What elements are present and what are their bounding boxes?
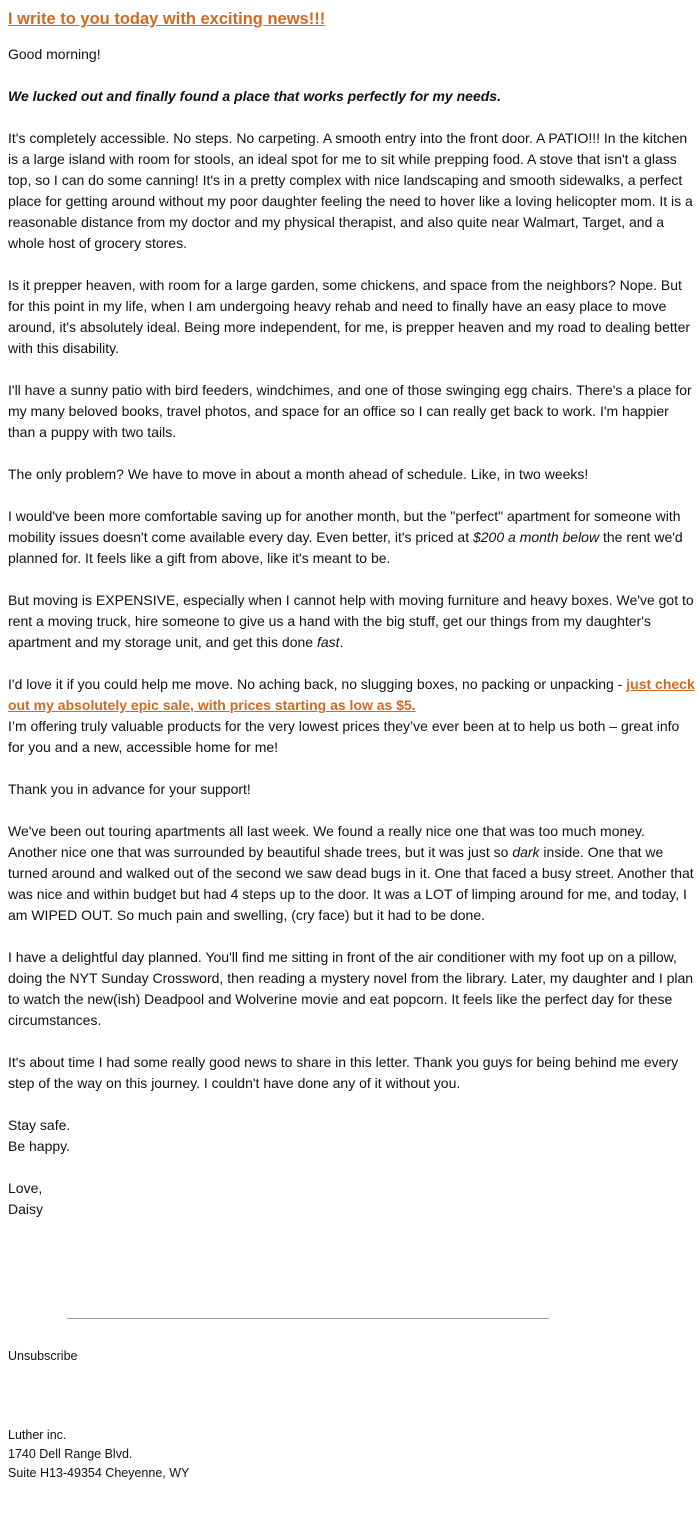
touring-text-before: We've been out touring apartments all last week. We found a really nice one that was too much money. Another nice one that was surrounded by beautiful shade trees, but it was just so xyxy=(8,823,645,860)
rent-emphasis: $200 a month below xyxy=(472,529,600,545)
expensive-text-before: But moving is EXPENSIVE, especially when I cannot help with moving furniture and heavy boxes. We've got to rent a moving truck, hire someone to give us a hand with the big stuff, get our things from my daughter's apartment and my storage unit, and get this done xyxy=(8,592,694,650)
signature: Daisy xyxy=(8,1201,44,1217)
unsubscribe-link[interactable]: Unsubscribe xyxy=(8,1349,78,1363)
closing-line-2: Be happy. xyxy=(8,1138,71,1154)
paragraph-patio: I'll have a sunny patio with bird feeders, windchimes, and one of those swinging egg chairs. There's a place for my many beloved books, travel photos, and space for an office so I can really get back to work. I'm happier than a puppy with two tails. xyxy=(8,382,692,440)
lead-paragraph: We lucked out and finally found a place that works perfectly for my needs. xyxy=(8,88,501,104)
rent-text-after: the rent we'd planned for. It feels like a gift from above, like it's meant to be. xyxy=(8,529,683,566)
signoff-line-1: Love, xyxy=(8,1180,43,1196)
paragraph-touring xyxy=(8,821,696,926)
paragraph-expensive xyxy=(8,590,696,653)
expensive-emphasis: fast xyxy=(316,634,340,650)
touring-emphasis: dark xyxy=(512,844,540,860)
sale-link[interactable]: just check out my absolutely epic sale, with prices starting as low as $5. xyxy=(8,676,695,713)
footer-divider xyxy=(67,1318,549,1319)
paragraph-problem: The only problem? We have to move in about a month ahead of schedule. Like, in two weeks! xyxy=(8,466,589,482)
paragraph-accessibility: It's completely accessible. No steps. No carpeting. A smooth entry into the front door. A PATIO!!! In the kitchen is a large island with room for stools, an ideal spot for me to sit while prepping food. A stove that isn't a glass top, so I can do some canning! It's in a pretty complex with nice landscaping and smooth sidewalks, a perfect place for getting around without my poor daughter feeling the need to hover like a loving helicopter mom. It is a reasonable distance from my doctor and my physical therapist, and also quite near Walmart, Target, and a whole host of grocery stores. xyxy=(8,130,693,251)
closing-line-1: Stay safe. xyxy=(8,1117,71,1133)
expensive-text-after: . xyxy=(339,634,344,650)
headline-link[interactable]: I write to you today with exciting news!!! xyxy=(8,10,326,28)
help-text-before: I'd love it if you could help me move. No aching back, no slugging boxes, no packing or unpacking - xyxy=(8,676,627,692)
footer-company: Luther inc. xyxy=(8,1428,67,1442)
greeting: Good morning! xyxy=(8,46,101,62)
footer-address-line-2: Suite H13-49354 Cheyenne, WY xyxy=(8,1466,190,1480)
paragraph-prepper: Is it prepper heaven, with room for a large garden, some chickens, and space from the neighbors? Nope. But for this point in my life, when I am undergoing heavy rehab and need to finally have an easy place to move around, it's absolutely ideal. Being more independent, for me, is prepper heaven and my road to dealing better with this disability. xyxy=(8,277,691,356)
footer-address xyxy=(8,1426,696,1483)
touring-text-after: inside. One that we turned around and walked out of the second we saw dead bugs in it. One that faced a busy street. Another that was nice and within budget but had 4 steps up to the door. It was a LOT of limping around for me, and today, I am WIPED OUT. So much pain and swelling, (cry face) but it had to be done. xyxy=(8,844,694,923)
rent-text-before: I would've been more comfortable saving up for another month, but the "perfect" apartment for someone with mobility issues doesn't come available every day. Even better, it's priced at xyxy=(8,508,681,545)
paragraph-good-news: It's about time I had some really good news to share in this letter. Thank you guys for being behind me every step of the way on this journey. I couldn't have done any of it without you. xyxy=(8,1054,679,1091)
help-text-after: I’m offering truly valuable products for the very lowest prices they’ve ever been at to help us both – great info for you and a new, accessible home for me! xyxy=(8,718,680,755)
paragraph-thanks: Thank you in advance for your support! xyxy=(8,781,251,797)
paragraph-help-move xyxy=(8,674,696,758)
footer-address-line-1: 1740 Dell Range Blvd. xyxy=(8,1447,133,1461)
paragraph-rent xyxy=(8,506,696,569)
paragraph-day-plans: I have a delightful day planned. You'll find me sitting in front of the air conditioner with my foot up on a pillow, doing the NYT Sunday Crossword, then reading a mystery novel from the library. Later, my daughter and I plan to watch the new(ish) Deadpool and Wolverine movie and eat popcorn. It feels like the perfect day for these circumstances. xyxy=(8,949,694,1028)
